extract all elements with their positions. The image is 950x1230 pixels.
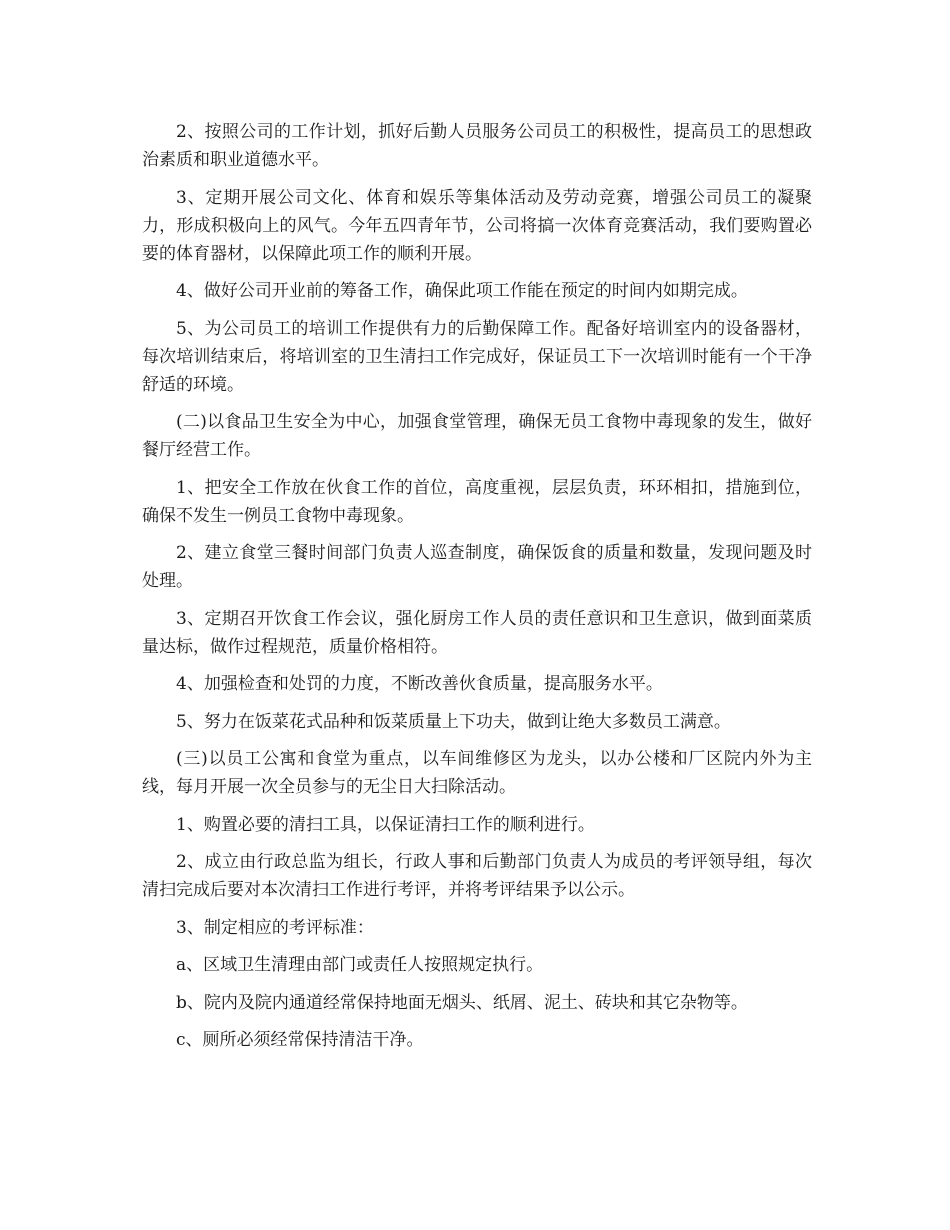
paragraph-catering-meetings: 3、定期召开饮食工作会议，强化厨房工作人员的责任意识和卫生意识，做到面菜质量达标，做作过程规范，质量价格相符。: [142, 608, 812, 657]
section-heading-food-safety: (二)以食品卫生安全为中心，加强食堂管理，确保无员工食物中毒现象的发生，做好餐厅经营工作。: [142, 412, 812, 460]
paragraph-evaluation-standards: 3、制定相应的考评标准：: [176, 917, 374, 938]
paragraph-training-support: 5、为公司员工的培训工作提供有力的后勤保障工作。配备好培训室内的设备器材，每次培训结束后，将培训室的卫生清扫工作完成好，保证员工下一次培训时能有一个干净舒适的环境。: [142, 318, 812, 395]
paragraph-evaluation-group: 2、成立由行政总监为组长，行政人事和后勤部门负责人为成员的考评领导组，每次清扫完成后要对本次清扫工作进行考评，并将考评结果予以公示。: [142, 852, 812, 900]
paragraph-safety-priority: 1、把安全工作放在伙食工作的首位，高度重视，层层负责，环环相扣，措施到位，确保不发生一例员工食物中毒现象。: [142, 477, 812, 526]
paragraph-inspection-system: 2、建立食堂三餐时间部门负责人巡查制度，确保饭食的质量和数量，发现问题及时处理。: [142, 543, 812, 591]
paragraph-cleaning-tools: 1、购置必要的清扫工具，以保证清扫工作的顺利进行。: [176, 814, 595, 835]
section-heading-cleaning: (三)以员工公寓和食堂为重点，以车间维修区为龙头，以办公楼和厂区院内外为主线，每月开展一次全员参与的无尘日大扫除活动。: [142, 749, 812, 797]
paragraph-collective-activities: 3、定期开展公司文化、体育和娱乐等集体活动及劳动竞赛，增强公司员工的凝聚力，形成积极向上的风气。今年五四青年节，公司将搞一次体育竞赛活动，我们要购置必要的体育器材，以保障此项工作的顺利开展。: [142, 187, 812, 264]
document-body: [142, 118, 812, 1064]
list-item-c: c、厕所必须经常保持清洁干净。: [176, 1030, 424, 1050]
paragraph-opening-preparation: 4、做好公司开业前的筹备工作，确保此项工作能在预定的时间内如期完成。: [176, 281, 748, 301]
list-item-a: a、区域卫生清理由部门或责任人按照规定执行。: [176, 955, 544, 975]
paragraph-staff-motivation: 2、按照公司的工作计划，抓好后勤人员服务公司员工的积极性，提高员工的思想政治素质和职业道德水平。: [142, 122, 812, 170]
paragraph-menu-quality: 5、努力在饭菜花式品种和饭菜质量上下功夫，做到让绝大多数员工满意。: [176, 711, 731, 732]
list-item-b: b、院内及院内通道经常保持地面无烟头、纸屑、泥土、砖块和其它杂物等。: [176, 992, 748, 1013]
paragraph-inspection-penalties: 4、加强检查和处罚的力度，不断改善伙食质量，提高服务水平。: [176, 674, 663, 694]
